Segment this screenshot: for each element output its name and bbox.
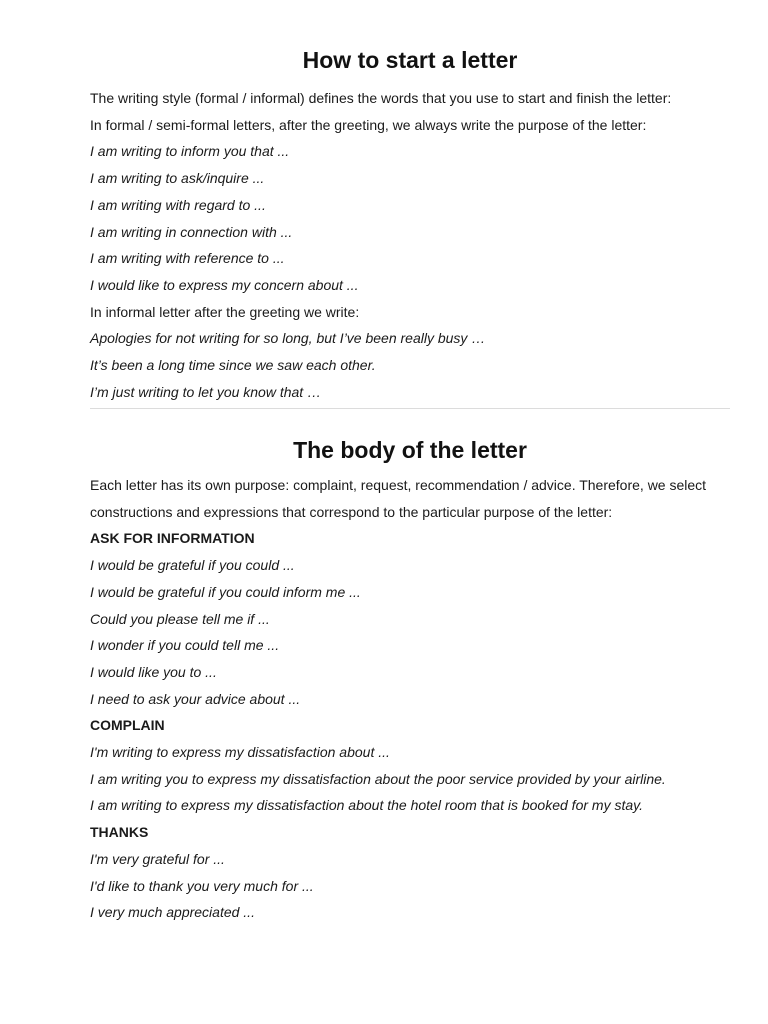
example-phrase: I would be grateful if you could ... [90, 557, 295, 574]
example-phrase: I would like you to ... [90, 663, 217, 680]
example-phrase: I am writing to ask/inquire ... [90, 170, 265, 187]
example-phrase: I'm writing to express my dissatisfaction about ... [90, 744, 390, 761]
category-heading: COMPLAIN [90, 717, 165, 734]
body-text: The writing style (formal / informal) defines the words that you use to start and finish the letter: [90, 90, 672, 106]
section-title: The body of the letter [293, 437, 527, 463]
example-phrase: I am writing with regard to ... [90, 196, 266, 213]
section-lines [90, 525, 730, 926]
example-phrase: Could you please tell me if ... [90, 610, 270, 627]
example-phrase: I am writing to inform you that ... [90, 143, 290, 160]
section-lines [90, 85, 730, 405]
example-phrase: I need to ask your advice about ... [90, 690, 301, 707]
example-phrase: It’s been a long time since we saw each other. [90, 357, 376, 374]
section-how-to-start [90, 46, 730, 405]
section-title: How to start a letter [302, 47, 518, 73]
example-phrase: I am writing with reference to ... [90, 250, 285, 267]
example-phrase: I would be grateful if you could inform me ... [90, 583, 361, 600]
example-phrase: I am writing in connection with ... [90, 223, 293, 240]
example-phrase: I am writing you to express my dissatisfaction about the poor service provided by your airline. [90, 770, 666, 787]
category-heading: ASK FOR INFORMATION [90, 530, 255, 547]
example-phrase: I'm very grateful for ... [90, 850, 225, 867]
body-text: In formal / semi-formal letters, after the greeting, we always write the purpose of the letter: [90, 116, 647, 133]
section-body-of-letter [90, 436, 730, 926]
section-divider [90, 408, 730, 409]
intro-paragraph: Each letter has its own purpose: complaint, request, recommendation / advice. Therefore, we select constructions and expressions that correspond to the particular purpose of the letter: [90, 477, 707, 520]
example-phrase: I would like to express my concern about ... [90, 276, 359, 293]
category-heading: THANKS [90, 824, 149, 841]
body-text: In informal letter after the greeting we write: [90, 303, 360, 320]
example-phrase: I’m just writing to let you know that … [90, 383, 322, 400]
example-phrase: I wonder if you could tell me ... [90, 637, 280, 654]
example-phrase: I very much appreciated ... [90, 904, 255, 921]
example-phrase: Apologies for not writing for so long, but I’ve been really busy … [90, 330, 486, 347]
example-phrase: I am writing to express my dissatisfaction about the hotel room that is booked for my stay. [90, 797, 643, 814]
example-phrase: I'd like to thank you very much for ... [90, 877, 314, 894]
